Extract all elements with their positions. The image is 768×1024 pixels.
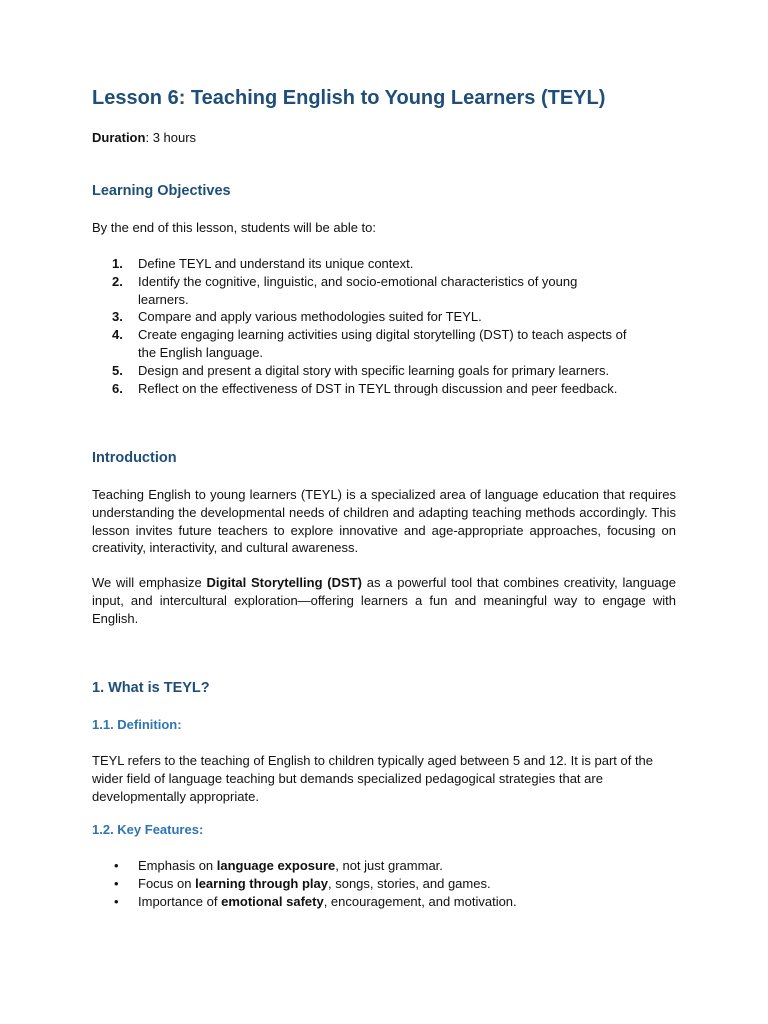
duration-label: Duration — [92, 130, 146, 145]
objective-number: 2. — [112, 273, 123, 289]
introduction-paragraph-1: Teaching English to young learners (TEYL) is a specialized area of language education that requires understanding the developmental needs of children and adapting teaching methods accordingly. This lesson invites future teachers to explore innovative and age-appropriate approaches, focusing on creativity, interactivity, and cultural awareness. — [92, 487, 676, 556]
objective-number: 3. — [112, 309, 123, 325]
feature-emphasis: learning through play — [195, 875, 328, 891]
objective-item — [92, 273, 692, 309]
feature-emphasis: language exposure — [216, 858, 336, 873]
objective-text: Compare and apply various methodologies suited for TEYL. — [138, 309, 482, 325]
feature-text: , not just grammar. — [335, 858, 443, 873]
objective-text: Identify the cognitive, linguistic, and socio-emotional characteristics of young learners. — [138, 273, 578, 307]
section-1-heading: 1. What is TEYL? — [92, 680, 210, 696]
feature-text: Importance of — [138, 893, 222, 909]
objective-item — [92, 308, 692, 326]
objectives-heading: Learning Objectives — [92, 183, 231, 199]
objective-text: Define TEYL and understand its unique context. — [138, 256, 414, 271]
objectives-intro: By the end of this lesson, students will be able to: — [92, 220, 377, 235]
dst-term: Digital Storytelling (DST) — [206, 575, 362, 590]
objective-item — [92, 380, 692, 398]
objective-item — [92, 362, 692, 380]
introduction-paragraph-2 — [92, 574, 676, 627]
feature-text: Emphasis on — [138, 858, 217, 873]
objective-text: Design and present a digital story with specific learning goals for primary learners. — [138, 362, 610, 378]
duration-value: 3 hours — [149, 130, 197, 145]
feature-item — [92, 893, 692, 911]
feature-emphasis: emotional safety — [221, 893, 324, 909]
objective-number: 5. — [112, 362, 123, 378]
definition-heading: 1.1. Definition: — [92, 717, 182, 732]
bullet-icon: • — [114, 893, 119, 909]
definition-text: TEYL refers to the teaching of English to children typically aged between 5 and 12. It is part of the wider field of language teaching but demands specialized pedagogical strategies that are developmentally appropriate. — [92, 753, 654, 804]
objective-number: 4. — [112, 327, 123, 343]
objective-text: Reflect on the effectiveness of DST in TEYL through discussion and peer feedback. — [138, 380, 618, 396]
objective-number: 6. — [112, 380, 123, 396]
bullet-icon: • — [114, 875, 119, 891]
feature-item — [92, 857, 692, 875]
bullet-icon: • — [114, 858, 119, 873]
feature-text: , songs, stories, and games. — [328, 875, 491, 891]
key-features-heading: 1.2. Key Features: — [92, 822, 204, 837]
objective-text: Create engaging learning activities using digital storytelling (DST) to teach aspects of the English language. — [138, 327, 627, 360]
key-features-list — [92, 857, 692, 910]
feature-text: Focus on — [138, 875, 196, 891]
duration-line — [92, 129, 196, 147]
objective-item — [92, 255, 692, 273]
para-text: as a powerful tool that combines creativity, language input, and intercultural exploration—offering learners a fun and meaningful way to engage with English. — [92, 575, 676, 626]
para-text: We will emphasize — [92, 575, 207, 590]
lesson-title: Lesson 6: Teaching English to Young Learners (TEYL) — [92, 87, 606, 109]
objective-item — [92, 326, 692, 362]
duration-separator: : — [145, 130, 150, 145]
objectives-list — [92, 255, 692, 397]
introduction-heading: Introduction — [92, 450, 177, 466]
objective-number: 1. — [112, 256, 123, 271]
feature-item — [92, 875, 692, 893]
feature-text: , encouragement, and motivation. — [323, 893, 517, 909]
